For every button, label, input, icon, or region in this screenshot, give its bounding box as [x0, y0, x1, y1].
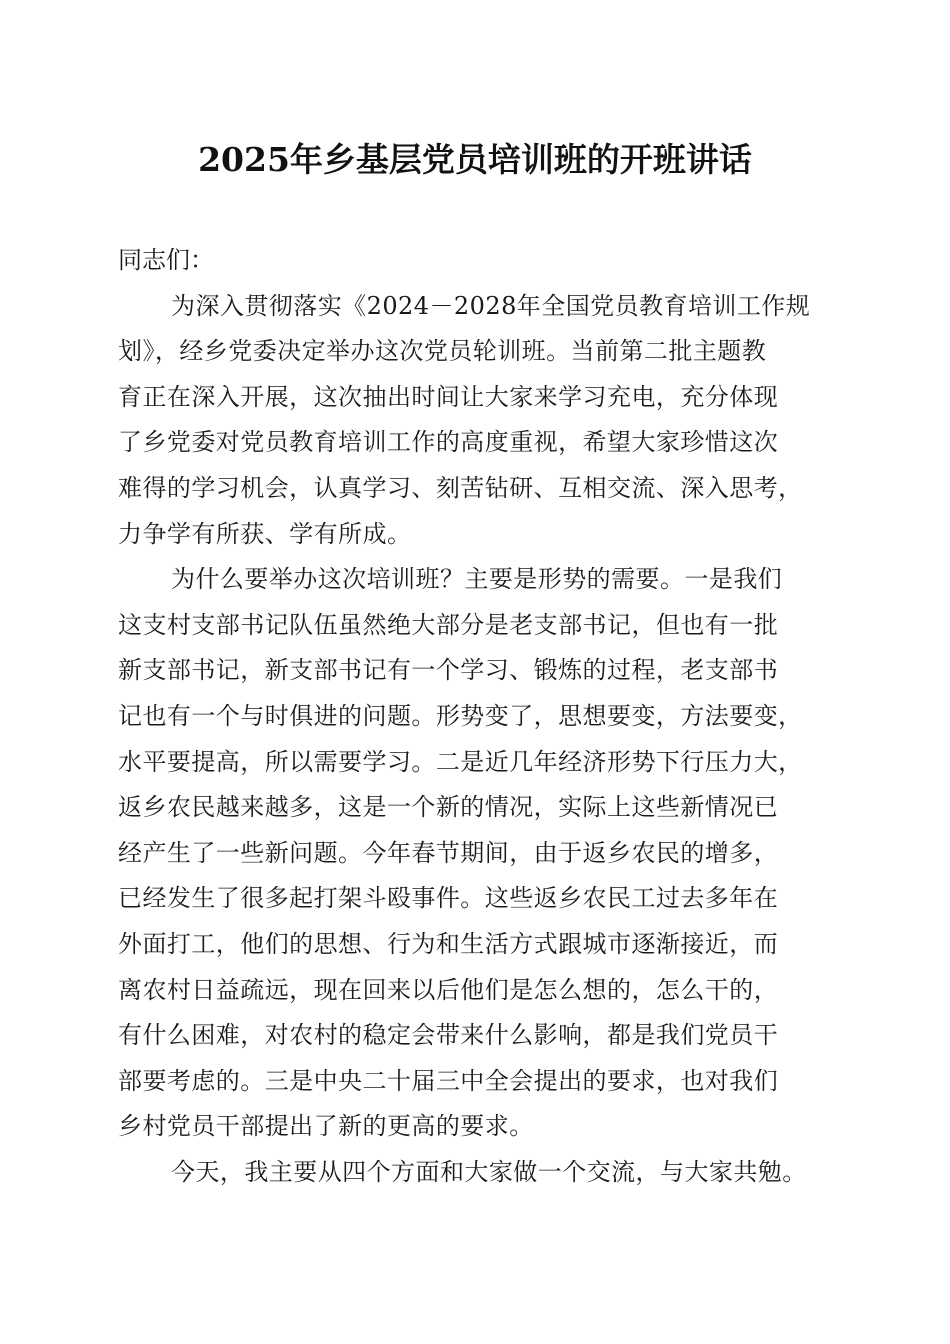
- paragraph-line: 难得的学习机会，认真学习、刻苦钻研、互相交流、深入思考，: [118, 473, 803, 502]
- paragraph-line: 水平要提高，所以需要学习。二是近几年经济形势下行压力大，: [118, 747, 803, 776]
- paragraph-line: 新支部书记，新支部书记有一个学习、锻炼的过程，老支部书: [118, 656, 779, 685]
- paragraph-line: 乡村党员干部提出了新的更高的要求。: [118, 1112, 534, 1141]
- paragraph-line: 了乡党委对党员教育培训工作的高度重视，希望大家珍惜这次: [118, 428, 779, 457]
- salutation: 同志们：: [118, 246, 214, 274]
- paragraph-3: [118, 1150, 838, 1196]
- paragraph-line: 部要考虑的。三是中央二十届三中全会提出的要求，也对我们: [118, 1066, 779, 1095]
- document-title: 2025年乡基层党员培训班的开班讲话: [198, 140, 752, 179]
- paragraph-line: 记也有一个与时俱进的问题。形势变了，思想要变，方法要变，: [118, 701, 803, 730]
- paragraph-line: 离农村日益疏远，现在回来以后他们是怎么想的，怎么干的，: [118, 975, 779, 1004]
- paragraph-1: [118, 284, 838, 558]
- paragraph-line: 有什么困难，对农村的稳定会带来什么影响，都是我们党员干: [118, 1021, 779, 1050]
- paragraph-line: 这支村支部书记队伍虽然绝大部分是老支部书记，但也有一批: [118, 610, 779, 639]
- paragraph-line: 育正在深入开展，这次抽出时间让大家来学习充电，充分体现: [118, 382, 779, 411]
- paragraph-line: 力争学有所获、学有所成。: [118, 519, 412, 548]
- paragraph-line: 外面打工，他们的思想、行为和生活方式跟城市逐渐接近，而: [118, 929, 779, 958]
- paragraph-line: 划》，经乡党委决定举办这次党员轮训班。当前第二批主题教: [118, 337, 767, 366]
- document-body: [118, 238, 838, 1195]
- paragraph-line: 为什么要举办这次培训班？主要是形势的需要。一是我们: [171, 565, 783, 594]
- paragraph-line: 已经发生了很多起打架斗殴事件。这些返乡农民工过去多年在: [118, 884, 779, 913]
- paragraph-line: 返乡农民越来越多，这是一个新的情况，实际上这些新情况已: [118, 793, 779, 822]
- paragraph-2: [118, 557, 838, 1150]
- paragraph-line: 为深入贯彻落实《2024－2028年全国党员教育培训工作规: [171, 291, 811, 320]
- paragraph-line: 经产生了一些新问题。今年春节期间，由于返乡农民的增多，: [118, 838, 779, 867]
- paragraph-line: 今天，我主要从四个方面和大家做一个交流，与大家共勉。: [171, 1157, 807, 1186]
